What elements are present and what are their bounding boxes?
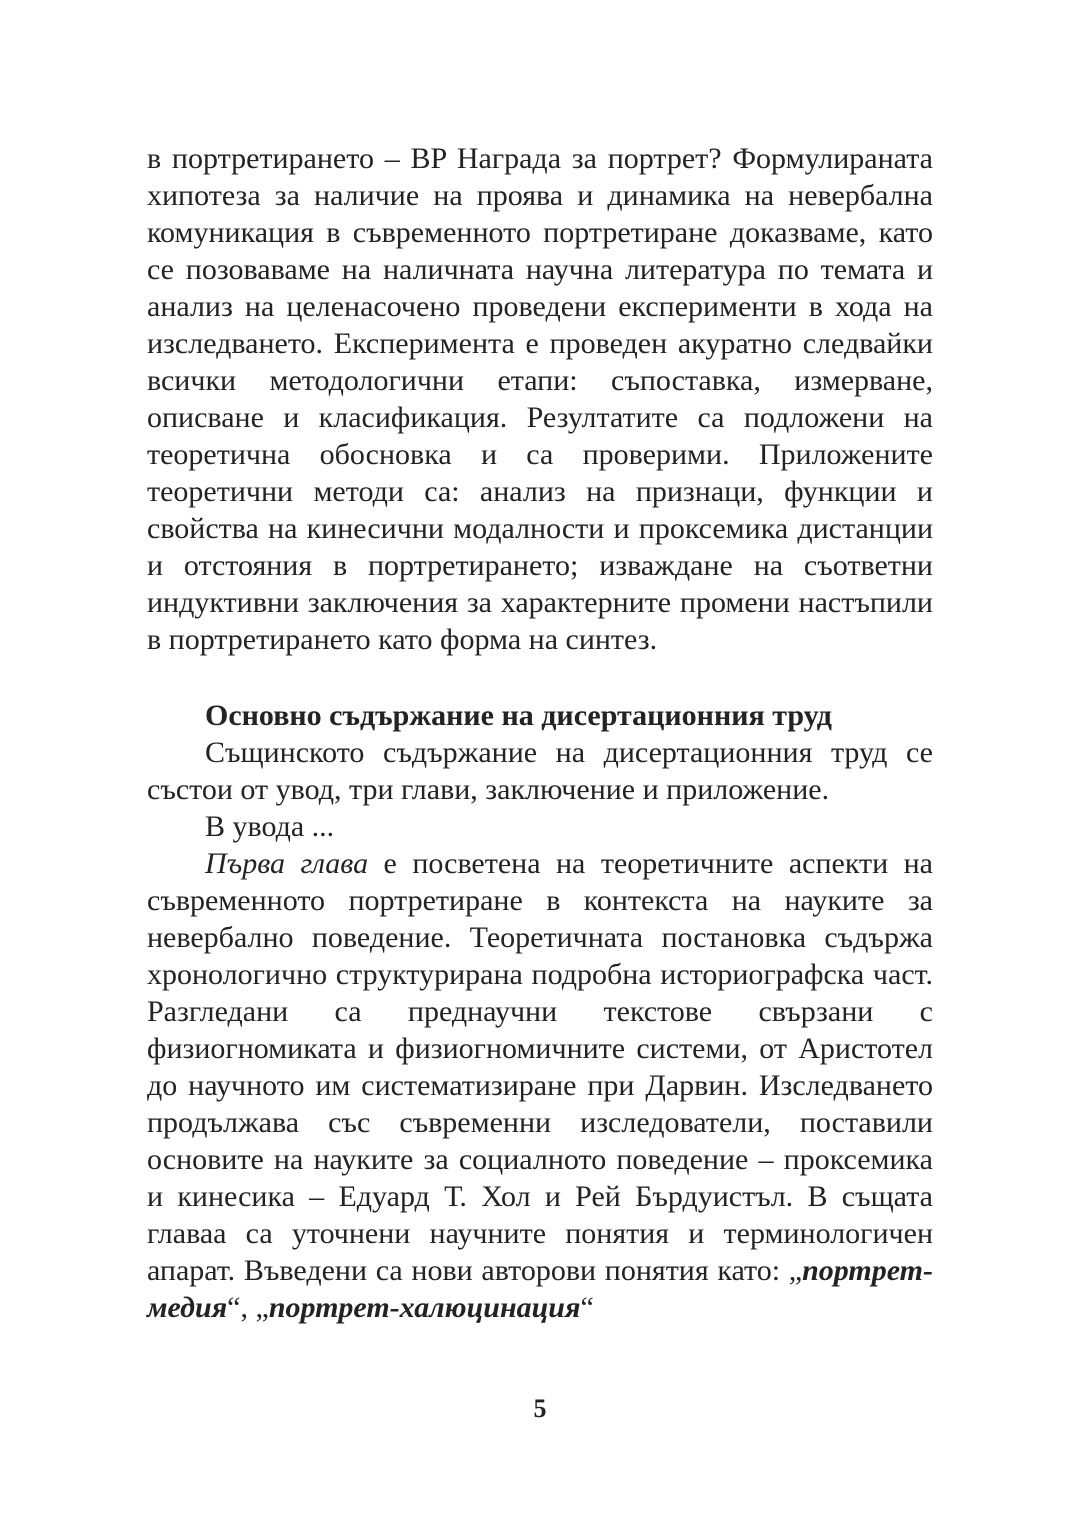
- term-separator: ,: [240, 1291, 256, 1324]
- content-block: [147, 734, 933, 1326]
- quote-open-1: „: [788, 1254, 803, 1287]
- term-portrait-hallucination: портрет-халюцинация: [268, 1291, 581, 1324]
- chapter-one-text: е посветена на теоретичните аспекти на съвременното портретиране в контекста на науките за невербално поведение. Теоретичната постановка съдържа хронологично структурирана подробна историографска част. Разгледани са преднаучни текстове свързани с физиогномиката и физиогномичните системи, от Аристотел до научното им систематизиране при Дарвин. Изследването продължава със съвременни изследователи, поставили основите на науките за социалното поведение – проксемика и кинесика – Едуард Т. Хол и Рей Бърдуистъл. В същата главаа са уточнени научните понятия и терминологичен апарат. Въведени са нови авторови понятия като:: [147, 847, 933, 1287]
- intro-mention-paragraph: В увода ...: [205, 810, 335, 843]
- intro-paragraph: в портретирането – BP Награда за портрет? Формулираната хипотеза за наличие на проява и динамика на невербална комуникация в съвременното портретиране доказваме, като се позоваваме на наличната научна литература по темата и анализ на целенасочено проведени експерименти в хода на изследването. Експеримента е проведен акуратно следвайки всички методологични етапи: съпоставка, измерване, описване и класификация. Резултатите са подложени на теоретична обосновка и са проверими. Приложените теоретични методи са: анализ на признаци, функции и свойства на кинесични модалности и проксемика дистанции и отстояния в портретирането; изваждане на съответни индуктивни заключения за характерните промени настъпили в портретирането като форма на синтез.: [147, 142, 933, 656]
- chapter-one-paragraph: [147, 845, 933, 1326]
- structure-paragraph: Същинското съдържание на дисертационния труд се състои от увод, три глави, заключение и приложение.: [147, 736, 933, 806]
- term-portrait-media: портрет-медия: [147, 1254, 933, 1324]
- quote-close-1: “: [227, 1291, 241, 1324]
- chapter-one-label: Първа глава: [205, 847, 369, 880]
- intro-paragraph-block: [147, 140, 933, 658]
- section-heading: Основно съдържание на дисертационния труд: [205, 699, 832, 732]
- page-number: 5: [533, 1394, 547, 1423]
- quote-open-2: „: [255, 1291, 269, 1324]
- quote-close-2: “: [580, 1291, 594, 1324]
